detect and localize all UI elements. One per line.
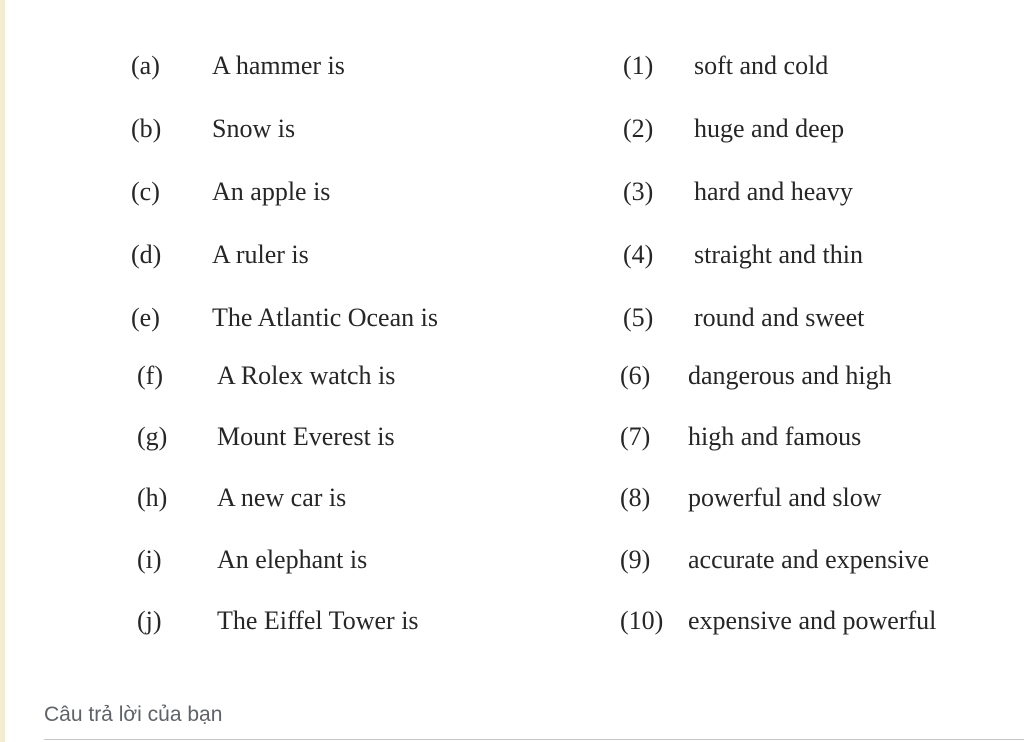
left-label: (c) <box>131 177 160 206</box>
left-label: (h) <box>137 483 168 512</box>
pair-row-a <box>0 46 1024 86</box>
left-text: Mount Everest is <box>217 422 395 451</box>
right-text: hard and heavy <box>694 177 853 206</box>
right-text: expensive and powerful <box>688 606 937 635</box>
pair-row-h <box>0 478 1024 518</box>
left-text: A Rolex watch is <box>217 361 396 390</box>
right-text: straight and thin <box>694 240 863 269</box>
right-text: powerful and slow <box>688 483 882 512</box>
pair-row-d <box>0 235 1024 275</box>
left-label: (b) <box>131 114 162 143</box>
left-label: (g) <box>137 422 168 451</box>
right-text: soft and cold <box>694 51 829 80</box>
right-text: dangerous and high <box>688 361 892 390</box>
right-label: (6) <box>620 361 651 390</box>
pair-row-j <box>0 601 1024 641</box>
pair-row-e <box>0 298 1024 338</box>
right-text: huge and deep <box>694 114 845 143</box>
right-label: (1) <box>623 51 654 80</box>
left-text: An apple is <box>212 177 331 206</box>
left-text: A hammer is <box>212 51 345 80</box>
answer-placeholder: Câu trả lời của bạn <box>44 703 223 726</box>
left-label: (i) <box>137 545 162 574</box>
left-text: An elephant is <box>217 545 368 574</box>
left-text: Snow is <box>212 114 296 143</box>
right-label: (10) <box>620 606 664 635</box>
right-label: (3) <box>623 177 654 206</box>
pair-row-c <box>0 172 1024 212</box>
right-label: (9) <box>620 545 651 574</box>
pair-row-b <box>0 109 1024 149</box>
right-text: round and sweet <box>694 303 865 332</box>
right-label: (8) <box>620 483 651 512</box>
pair-row-g <box>0 417 1024 457</box>
right-label: (5) <box>623 303 654 332</box>
left-label: (f) <box>137 361 163 390</box>
left-label: (d) <box>131 240 162 269</box>
right-text: accurate and expensive <box>688 545 930 574</box>
right-label: (4) <box>623 240 654 269</box>
answer-input[interactable] <box>44 696 1024 742</box>
right-label: (2) <box>623 114 654 143</box>
left-text: The Atlantic Ocean is <box>212 303 438 332</box>
pair-row-f <box>0 356 1024 396</box>
left-label: (a) <box>131 51 160 80</box>
left-text: The Eiffel Tower is <box>217 606 419 635</box>
answer-underline <box>44 739 1024 740</box>
left-label: (e) <box>131 303 160 332</box>
right-text: high and famous <box>688 422 862 451</box>
left-text: A ruler is <box>212 240 309 269</box>
right-label: (7) <box>620 422 651 451</box>
left-text: A new car is <box>217 483 347 512</box>
left-label: (j) <box>137 606 162 635</box>
pair-row-i <box>0 540 1024 580</box>
